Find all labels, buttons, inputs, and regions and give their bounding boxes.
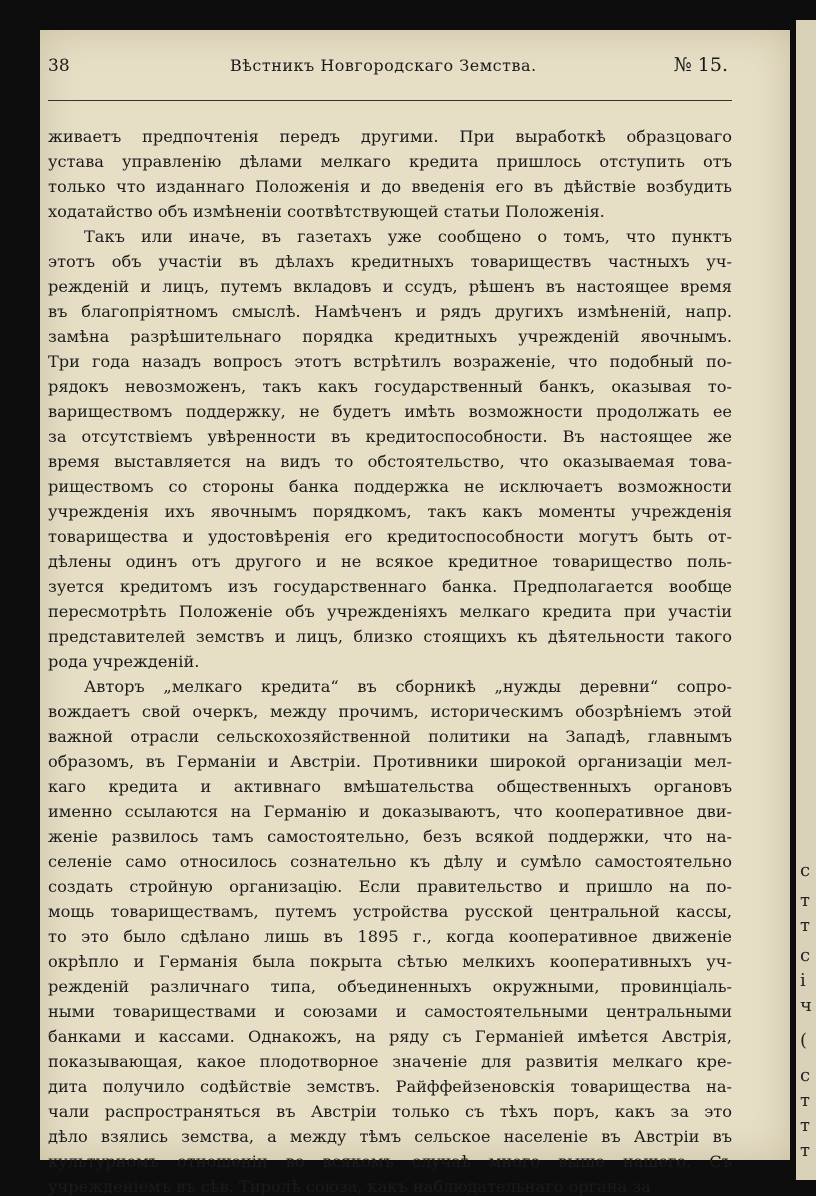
- text-line: женіе развилось тамъ самостоятельно, безъ всякой поддержки, что на-: [48, 827, 732, 846]
- text-line: учрежденія ихъ явочнымъ порядкомъ, такъ какъ моменты учрежденія: [48, 502, 732, 521]
- text-line: дѣло взялись земства, а между тѣмъ сельское населеніе въ Австріи въ: [48, 1127, 732, 1146]
- text-line: этотъ объ участіи въ дѣлахъ кредитныхъ товариществъ частныхъ уч-: [48, 252, 732, 271]
- edge-glyph: с: [800, 860, 811, 881]
- edge-glyph: (: [800, 1030, 808, 1051]
- edge-glyph: т: [800, 1140, 810, 1161]
- text-line: дѣлены одинъ отъ другого и не всякое кредитное товарищество поль-: [48, 552, 732, 571]
- edge-glyph: т: [800, 1115, 810, 1136]
- text-line: то это было сдѣлано лишь въ 1895 г., когда кооперативное движеніе: [48, 927, 732, 946]
- paragraph: [48, 674, 732, 1196]
- text-line: мощь товариществамъ, путемъ устройства русской центральной кассы,: [48, 902, 732, 921]
- edge-glyph: т: [800, 1090, 810, 1111]
- text-line: режденій и лицъ, путемъ вкладовъ и ссудъ, рѣшенъ въ настоящее время: [48, 277, 732, 296]
- paragraph: [48, 224, 732, 674]
- text-line: вождаетъ свой очеркъ, между прочимъ, историческимъ обозрѣніемъ этой: [48, 702, 732, 721]
- edge-glyph: с: [800, 945, 811, 966]
- text-line: режденій различнаго типа, объединенныхъ окружными, провинціаль-: [48, 977, 732, 996]
- text-line: товарищества и удостовѣренія его кредитоспособности могутъ быть от-: [48, 527, 732, 546]
- text-line: каго кредита и активнаго вмѣшательства общественныхъ органовъ: [48, 777, 732, 796]
- text-line: за отсутствіемъ увѣренности въ кредитоспособности. Въ настоящее же: [48, 427, 732, 446]
- edge-glyph: т: [800, 890, 810, 911]
- text-line: замѣна разрѣшительнаго порядка кредитныхъ учрежденій явочнымъ.: [48, 327, 732, 346]
- body-text: [48, 124, 732, 1196]
- edge-glyph: т: [800, 915, 810, 936]
- text-line: Такъ или иначе, въ газетахъ уже сообщено о томъ, что пунктъ: [84, 227, 732, 246]
- text-line: рядокъ невозможенъ, такъ какъ государственный банкъ, оказывая то-: [48, 377, 732, 396]
- page-number: 38: [48, 56, 70, 76]
- text-line: вариществомъ поддержку, не будетъ имѣть возможности продолжать ее: [48, 402, 732, 421]
- edge-glyph: ч: [800, 995, 812, 1016]
- running-title: Вѣстникъ Новгородскаго Земства.: [230, 56, 537, 75]
- text-line: представителей земствъ и лицъ, близко стоящихъ къ дѣятельности такого: [48, 627, 732, 646]
- text-line: рода учрежденій.: [48, 652, 200, 671]
- text-line: важной отрасли сельскохозяйственной политики на Западѣ, главнымъ: [48, 727, 732, 746]
- text-line: селеніе само относилось сознательно къ дѣлу и сумѣло самостоятельно: [48, 852, 732, 871]
- text-line: только что изданнаго Положенія и до введенія его въ дѣйствіе возбудить: [48, 177, 732, 196]
- text-line: въ благопріятномъ смыслѣ. Намѣченъ и рядъ другихъ измѣненій, напр.: [48, 302, 732, 321]
- text-line: риществомъ со стороны банка поддержка не исключаетъ возможности: [48, 477, 732, 496]
- text-line: учрежденіемъ въ сѣв. Тиролѣ союза, какъ наблюдательнаго органа за: [48, 1177, 651, 1196]
- text-line: устава управленію дѣлами мелкаго кредита пришлось отступить отъ: [48, 152, 732, 171]
- page-header: [48, 52, 728, 84]
- adjacent-page-edge: [796, 20, 816, 1180]
- paragraph: [48, 124, 732, 224]
- text-line: зуется кредитомъ изъ государственнаго банка. Предполагается вообще: [48, 577, 732, 596]
- text-line: показывающая, какое плодотворное значеніе для развитія мелкаго кре-: [48, 1052, 732, 1071]
- edge-glyph: с: [800, 1065, 811, 1086]
- text-line: Три года назадъ вопросъ этотъ встрѣтилъ возраженіе, что подобный по-: [48, 352, 732, 371]
- text-line: ными товариществами и союзами и самостоятельными центральными: [48, 1002, 732, 1021]
- text-line: культурномъ отношеніи во всякомъ случаѣ много выше нашего. Съ: [48, 1152, 732, 1171]
- issue-number: № 15.: [673, 54, 728, 76]
- edge-glyph: і: [800, 970, 806, 991]
- text-line: живаетъ предпочтенія передъ другими. При выработкѣ образцоваго: [48, 127, 732, 146]
- text-line: время выставляется на видъ то обстоятельство, что оказываемая това-: [48, 452, 732, 471]
- text-line: окрѣпло и Германія была покрыта сѣтью мелкихъ кооперативныхъ уч-: [48, 952, 732, 971]
- text-line: банками и кассами. Однакожъ, на ряду съ Германіей имѣется Австрія,: [48, 1027, 732, 1046]
- text-line: создать стройную организацію. Если правительство и пришло на по-: [48, 877, 732, 896]
- text-line: Авторъ „мелкаго кредита“ въ сборникѣ „нужды деревни“ сопро-: [84, 677, 732, 696]
- text-line: чали распространяться въ Австріи только съ тѣхъ поръ, какъ за это: [48, 1102, 732, 1121]
- header-rule: [48, 100, 732, 101]
- text-line: дита получило содѣйствіе земствъ. Райффейзеновскія товарищества на-: [48, 1077, 732, 1096]
- text-line: образомъ, въ Германіи и Австріи. Противники широкой организаціи мел-: [48, 752, 732, 771]
- text-line: именно ссылаются на Германію и доказываютъ, что кооперативное дви-: [48, 802, 732, 821]
- text-line: пересмотрѣть Положеніе объ учрежденіяхъ мелкаго кредита при участіи: [48, 602, 732, 621]
- text-line: ходатайство объ измѣненіи соотвѣтствующей статьи Положенія.: [48, 202, 605, 221]
